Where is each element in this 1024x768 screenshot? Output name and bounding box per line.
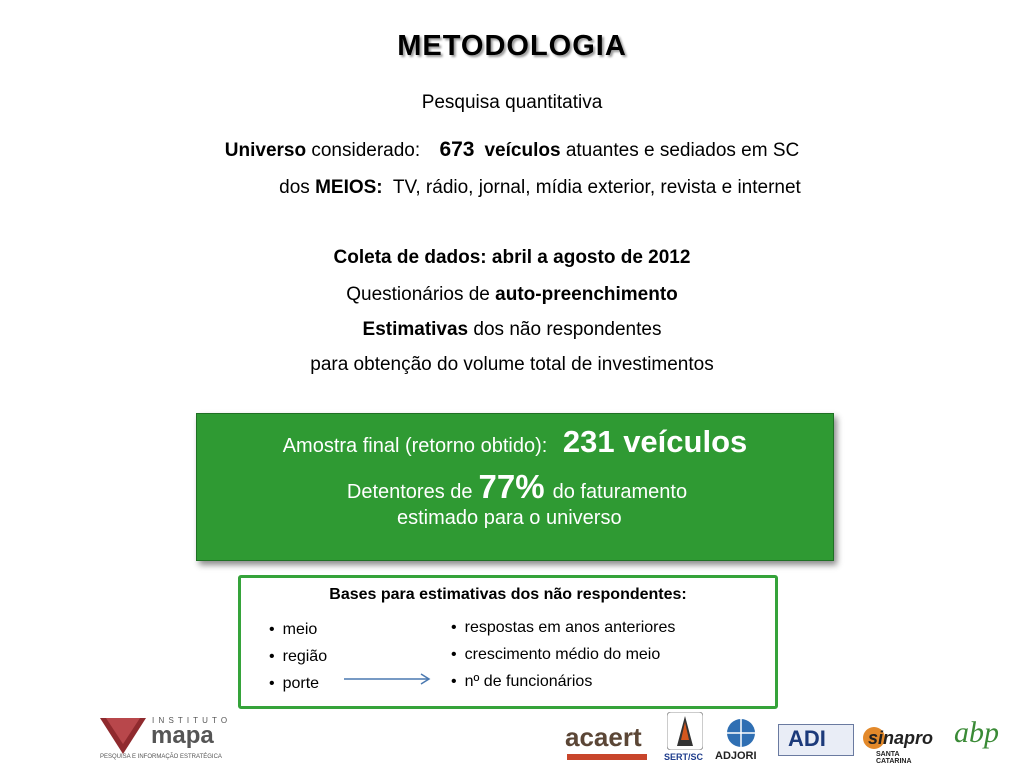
detentores-suffix: do faturamento [552, 481, 688, 503]
estimativas-line [0, 319, 1024, 341]
adjori-name: ADJORI [715, 750, 757, 762]
questionarios-prefix: Questionários de [346, 284, 490, 305]
sinapro-name: sinapro [868, 728, 934, 748]
mapa-instituto: I N S T I T U T O [152, 716, 229, 725]
acaert-name: acaert [565, 722, 642, 752]
estimativas-rest: dos não respondentes [473, 319, 662, 340]
detentores-percent: 77% [478, 468, 545, 505]
universo-label: Universo [224, 140, 307, 161]
universo-rest: atuantes e sediados em SC [565, 140, 800, 161]
universo-line [0, 138, 1024, 162]
detentores-line [197, 468, 835, 506]
slide-title: METODOLOGIA [397, 30, 627, 62]
arrow-icon [342, 672, 434, 686]
amostra-value: 231 veículos [562, 424, 748, 459]
list-item: • meio [269, 621, 327, 648]
bases-left-list [269, 621, 327, 702]
amostra-colon: : [541, 435, 548, 457]
list-item: • crescimento médio do meio [451, 646, 675, 673]
bases-title: Bases para estimativas dos não respondentes: [329, 586, 687, 603]
meios-list: TV, rádio, jornal, mídia exterior, revista e internet [392, 177, 801, 198]
bases-right-list [451, 619, 675, 700]
meios-label: MEIOS: [315, 177, 383, 198]
obtencao-line: para obtenção do volume total de investimentos [310, 354, 714, 375]
sert-tower-icon [667, 712, 703, 750]
sert-name: SERT/SC [664, 752, 704, 762]
bases-box [238, 575, 778, 709]
universo-count: 673 [439, 138, 475, 161]
list-item: • região [269, 648, 327, 675]
abp-name: abp [954, 716, 999, 749]
mapa-v-icon [100, 718, 146, 756]
acaert-logo [565, 722, 655, 762]
coleta-line: Coleta de dados: abril a agosto de 2012 [333, 247, 691, 268]
detentores-prefix: Detentores de [346, 481, 473, 503]
abp-logo [952, 714, 1002, 764]
estimado-line: estimado para o universo [397, 507, 622, 529]
universo-considerado: considerado: [311, 140, 421, 161]
sert-logo [664, 712, 706, 766]
meios-prefix: dos [279, 177, 310, 198]
list-item: • nº de funcionários [451, 673, 675, 700]
sinapro-logo [862, 724, 936, 765]
mapa-tagline: PESQUISA E INFORMAÇÃO ESTRATÉGICA [100, 754, 222, 760]
amostra-line [197, 424, 833, 460]
highlight-box [196, 413, 834, 561]
adi-name: ADI [788, 726, 826, 751]
sinapro-sub: SANTA CATARINA [876, 751, 912, 765]
mapa-name: mapa [151, 722, 214, 749]
questionarios-line [0, 284, 1024, 306]
adi-logo [778, 724, 852, 758]
universo-veiculos: veículos [484, 140, 561, 161]
estimativas-bold: Estimativas [362, 319, 469, 340]
slide-subtitle: Pesquisa quantitativa [421, 92, 603, 113]
adjori-globe-icon [721, 718, 761, 748]
meios-line [28, 177, 1024, 199]
questionarios-bold: auto-preenchimento [495, 284, 678, 305]
list-item: • porte [269, 675, 327, 702]
instituto-mapa-logo [100, 716, 255, 764]
acaert-bar [567, 754, 647, 760]
adjori-logo [713, 718, 769, 764]
amostra-label: Amostra final (retorno obtido) [282, 435, 542, 457]
list-item: • respostas em anos anteriores [451, 619, 675, 646]
